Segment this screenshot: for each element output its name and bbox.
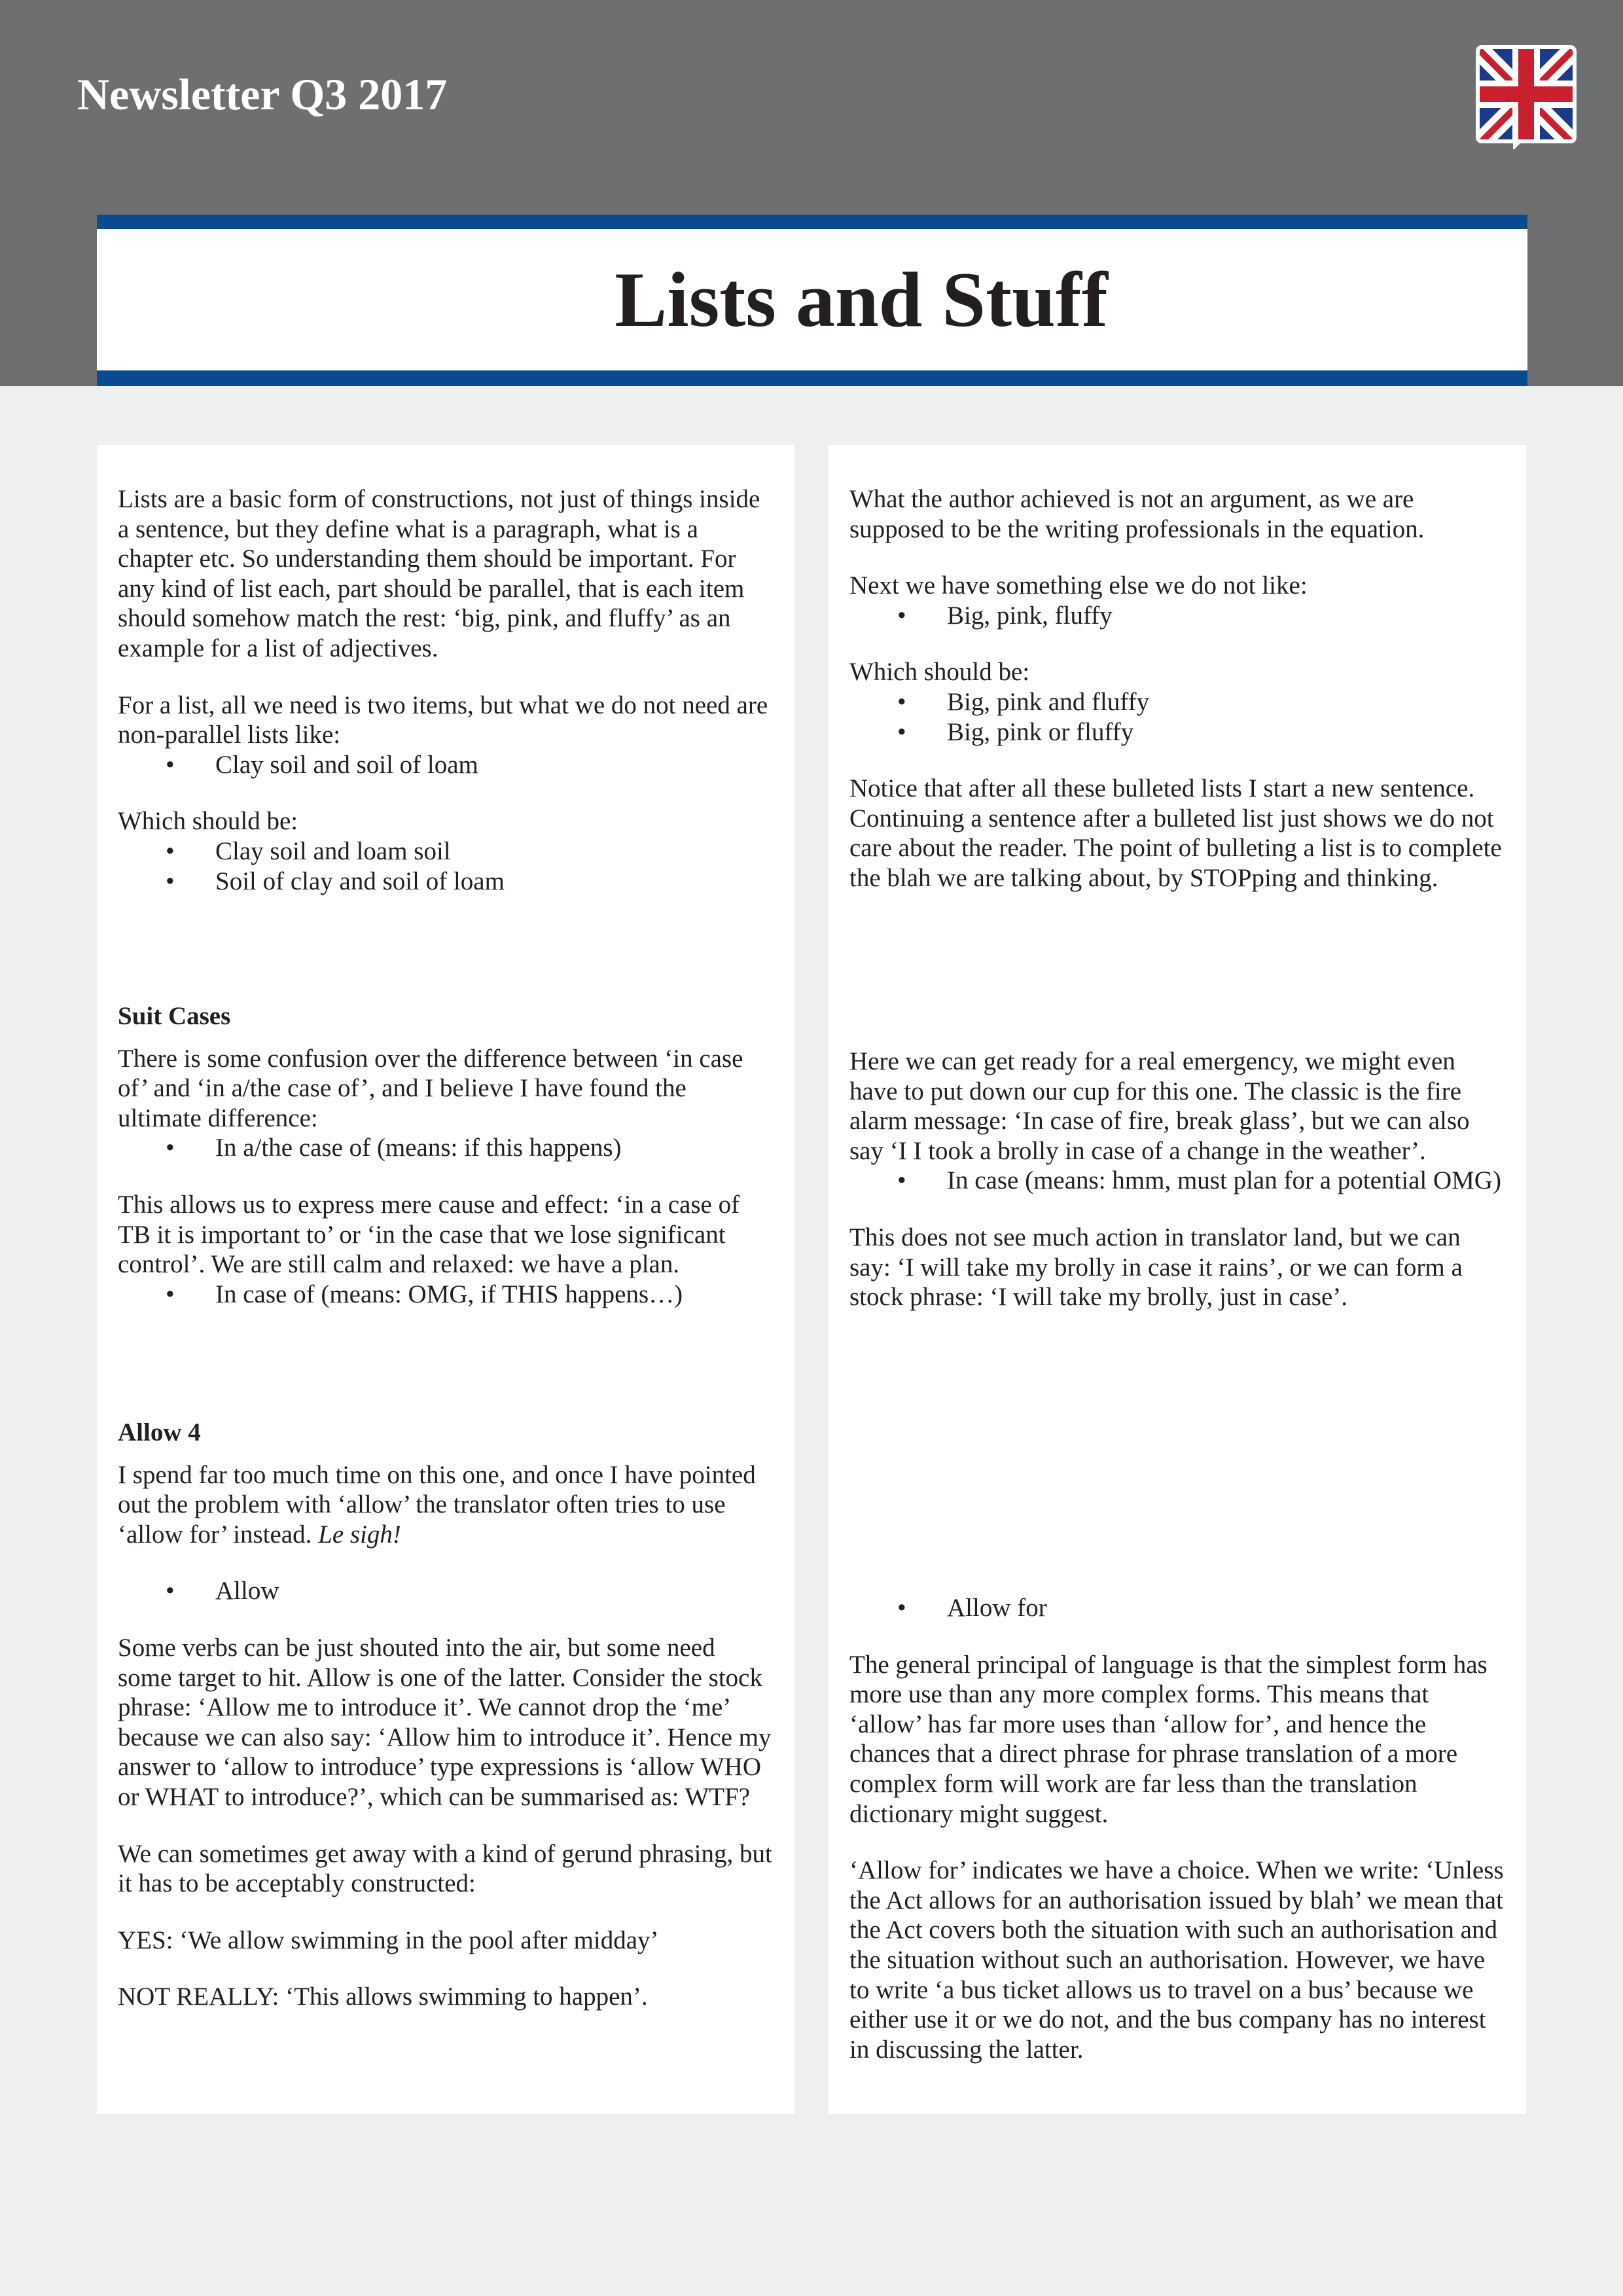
list-item: • Allow <box>118 1576 775 1606</box>
list-item: • In case (means: hmm, must plan for a potential OMG) <box>849 1166 1507 1196</box>
paragraph: This does not see much action in translator land, but we can say: ‘I will take my brolly in case it rains’, or we can form a stock phrase: ‘I will take my brolly, just in case’. <box>849 1223 1463 1312</box>
bullet-list <box>118 1133 775 1163</box>
parallel-lists-section <box>849 484 1507 893</box>
list-item: • Big, pink or fluffy <box>849 717 1507 747</box>
list-item: • Big, pink, fluffy <box>849 601 1507 631</box>
suit-cases-section <box>118 1001 775 1309</box>
paragraph: What the author achieved is not an argument, as we are supposed to be the writing professionals in the equation. <box>849 485 1425 543</box>
paragraph <box>118 1460 775 1550</box>
paragraph: YES: ‘We allow swimming in the pool after midday’ <box>118 1926 659 1954</box>
page-title: Lists and Stuff <box>615 256 1108 343</box>
paragraph: This allows us to express mere cause and effect: ‘in a case of TB it is important to’ or ‘in the case that we lose significant control’. We are still calm and relaxed: we have a plan. <box>118 1190 740 1279</box>
paragraph-text: I spend far too much time on this one, and once I have pointed out the problem with ‘allow’ the translator often tries to use ‘allow for’ instead. <box>118 1460 756 1549</box>
list-item: • In a/the case of (means: if this happens) <box>118 1133 775 1163</box>
left-column <box>97 445 794 2114</box>
list-item: • Clay soil and soil of loam <box>118 750 775 780</box>
list-item: • Clay soil and loam soil <box>118 836 775 867</box>
bullet-list <box>118 1280 775 1310</box>
paragraph: ‘Allow for’ indicates we have a choice. When we write: ‘Unless the Act allows for an authorisation issued by blah’ we mean that the Act covers both the situation with such an authorisation and the situation without such an authorisation. However, we have to write ‘a bus ticket allows us to travel on a bus’ because we either use it or we do not, and the bus company has no interest in discussing the latter. <box>849 1856 1504 2064</box>
paragraph: Lists are a basic form of constructions, not just of things inside a sentence, but they define what is a paragraph, what is a chapter etc. So understanding them should be important. For any kind of list each, part should be parallel, that is each item should somehow match the rest: ‘big, pink, and fluffy’ as an example for a list of adjectives. <box>118 485 760 662</box>
paragraph: There is some confusion over the difference between ‘in case of’ and ‘in a/the case of’, and I believe I have found the ultimate difference: <box>118 1044 743 1132</box>
paragraph: The general principal of language is that the simplest form has more use than any more complex forms. This means that ‘allow’ has far more uses than ‘allow for’, and hence the chances that a direct phrase for phrase translation of a more complex form will work are far less than the translation dictionary might suggest. <box>849 1650 1488 1828</box>
emphasis: Le sigh! <box>318 1520 401 1549</box>
right-column <box>829 445 1526 2114</box>
paragraph: Which should be: <box>849 658 1030 687</box>
allow-section <box>118 1418 775 2012</box>
uk-flag-icon <box>1474 45 1578 149</box>
section-heading: Suit Cases <box>118 1002 231 1030</box>
paragraph: We can sometimes get away with a kind of gerund phrasing, but it has to be acceptably constructed: <box>118 1839 772 1898</box>
paragraph: NOT REALLY: ‘This allows swimming to happen’. <box>118 1982 648 2011</box>
bullet-list <box>118 836 775 896</box>
paragraph: Next we have something else we do not like: <box>849 571 1308 600</box>
list-item: • Big, pink and fluffy <box>849 687 1507 717</box>
list-item: • Allow for <box>849 1593 1507 1623</box>
paragraph: Notice that after all these bulleted lists I start a new sentence. Continuing a sentence after a bulleted list just shows we do not care about the reader. The point of bulleting a list is to complete the blah we are talking about, by STOPping and thinking. <box>849 774 1502 892</box>
paragraph: Here we can get ready for a real emergency, we might even have to put down our cup for this one. The classic is the fire alarm message: ‘In case of fire, break glass’, but we can also say ‘I I took a brolly in case of a change in the weather’. <box>849 1047 1470 1165</box>
lists-intro-section <box>118 484 775 896</box>
newsletter-title: Newsletter Q3 2017 <box>77 69 448 119</box>
allow-for-section <box>849 1593 1507 2064</box>
section-heading: Allow 4 <box>118 1418 201 1446</box>
title-banner <box>97 215 1527 386</box>
bullet-list <box>118 750 775 780</box>
in-case-section <box>849 1047 1507 1312</box>
paragraph: Which should be: <box>118 807 298 836</box>
paragraph: For a list, all we need is two items, but what we do not need are non-parallel lists like: <box>118 691 768 749</box>
bullet-list <box>849 687 1507 747</box>
bullet-list <box>118 1576 775 1606</box>
paragraph: Some verbs can be just shouted into the air, but some need some target to hit. Allow is one of the latter. Consider the stock phrase: ‘Allow me to introduce it’. We cannot drop the ‘me’ because we can also say: ‘Allow him to introduce it’. Hence my answer to ‘allow to introduce’ type expressions is ‘allow WHO or WHAT to introduce?’, which can be summarised as: WTF? <box>118 1633 772 1811</box>
list-item: • In case of (means: OMG, if THIS happens…) <box>118 1280 775 1310</box>
bullet-list <box>849 1166 1507 1196</box>
bullet-list <box>849 601 1507 631</box>
bullet-list <box>849 1593 1507 1623</box>
list-item: • Soil of clay and soil of loam <box>118 867 775 897</box>
